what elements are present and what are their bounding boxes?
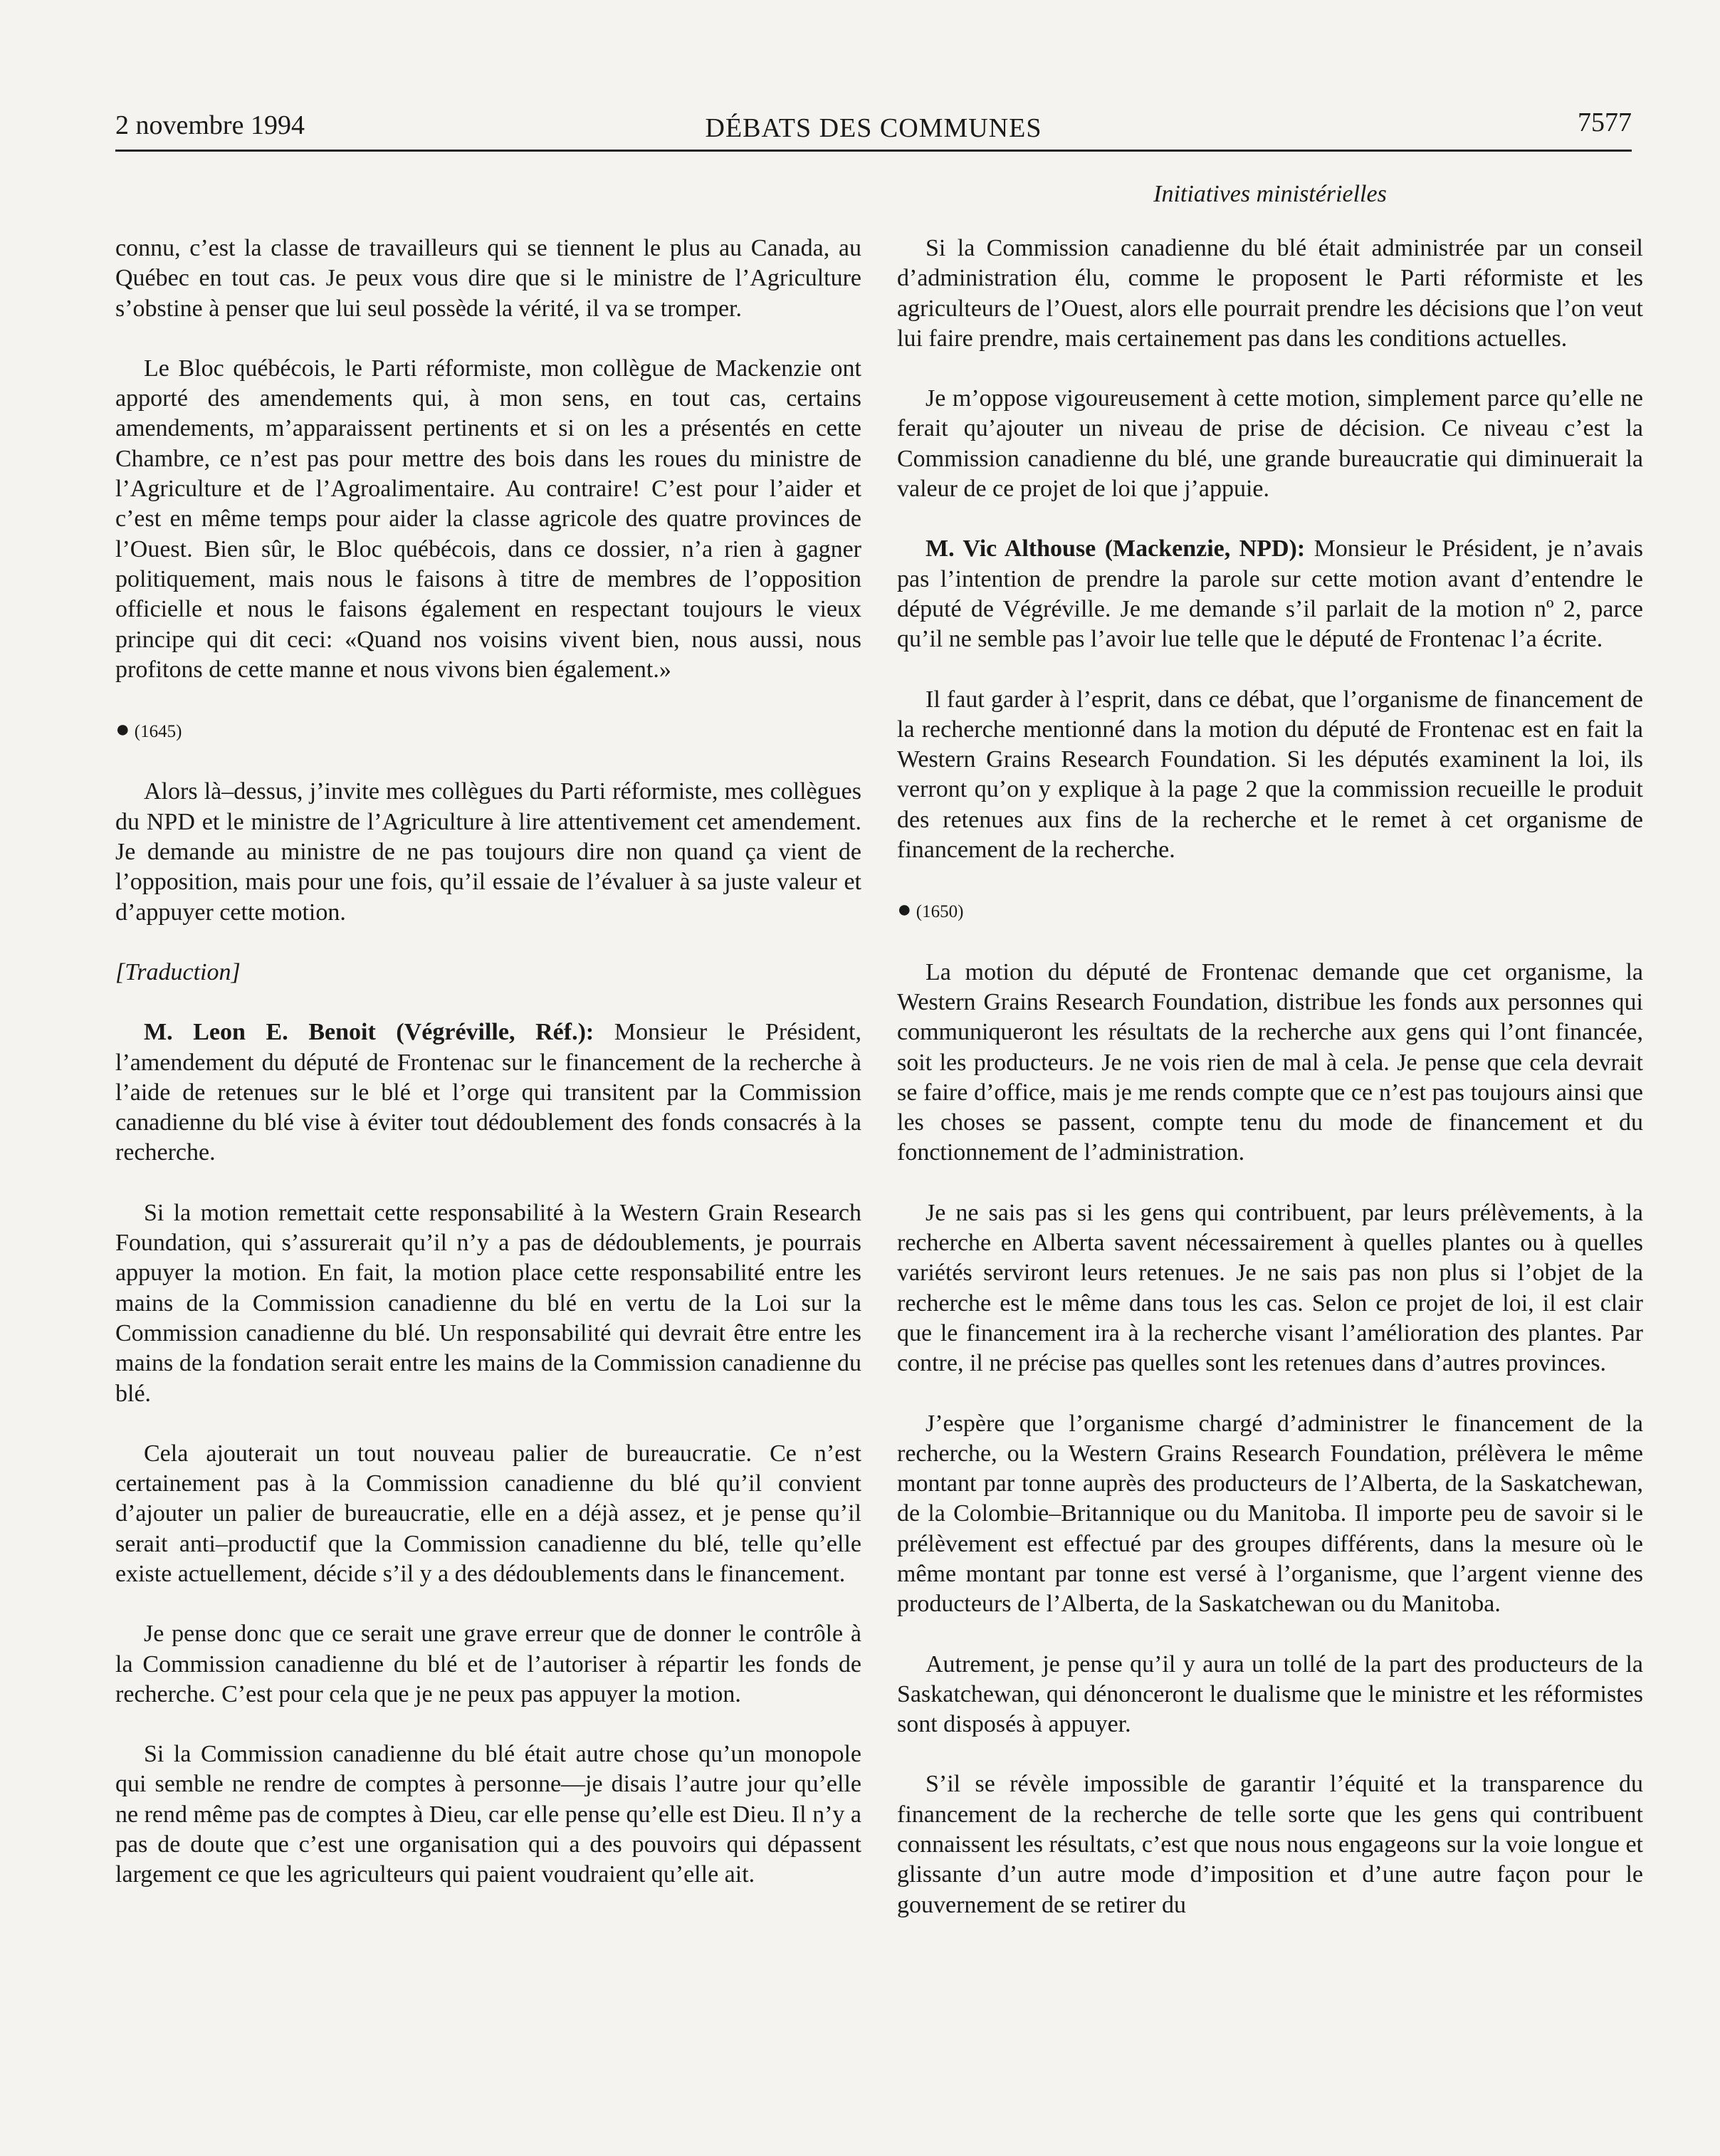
page-header [115,107,1632,152]
right-column [897,234,1643,1950]
paragraph: Le Bloc québécois, le Parti réformiste, mon collègue de Mackenzie ont apporté des amendements qui, à mon sens, en tout cas, certains amendements, m’apparaissent pertinents et si on les a présentés en cette Chambre, ce n’est pas pour mettre des bois dans les roues du ministre de l’Agriculture et de l’Agroalimentaire. Au contraire! C’est pour l’aider et c’est en même temps pour aider la classe agricole des quatre provinces de l’Ouest. Bien sûr, le Bloc québécois, dans ce dossier, n’a rien à gagner politiquement, mais nous le faisons à titre de membres de l’opposition officielle et nous le faisons également en respectant toujours le vieux principe qui dit ceci: «Quand nos voisins vivent bien, nous aussi, nous profitons de cette manne et nous vivons bien également.» [115,355,861,683]
paragraph: connu, c’est la classe de travailleurs qui se tiennent le plus au Canada, au Québec en tout cas. Je peux vous dire que si le ministre de l’Agriculture s’obstine à penser que lui seul possède la vérité, il va se tromper. [115,235,861,322]
translation-tag-label: [Traduction] [115,958,241,985]
speech-text: Monsieur le Président, l’amendement du député de Frontenac sur le financement de la recherche à l’aide de retenues sur le blé et l’orge qui transitent par la Commission canadienne du blé vise à éviter tout dédoublement des fonds consacrés à la recherche. [115,1019,861,1166]
paragraph: Je ne sais pas si les gens qui contribuent, par leurs prélèvements, à la recherche en Alberta savent nécessairement à quelles plantes ou à quelles variétés serviront leurs retenues. Je ne sais pas non plus si l’objet de la recherche est le même dans tous les cas. Selon ce projet de loi, il est clair que le financement ira à la recherche visant l’amélioration des plantes. Par contre, il ne précise pas quelles sont les retenues dans d’autres provinces. [897,1199,1643,1377]
paragraph: Je m’oppose vigoureusement à cette motion, simplement parce qu’elle ne ferait qu’ajouter un niveau de prise de décision. Ce niveau c’est la Commission canadienne du blé, une grande bureaucratie qui diminuerait la valeur de ce projet de loi que j’appuie. [897,385,1643,503]
page-number: 7577 [1578,108,1632,137]
time-marker-label: (1650) [916,902,964,922]
time-marker-label: (1645) [134,722,182,742]
header-title: DÉBATS DES COMMUNES [705,113,1042,143]
translation-tag [115,958,861,988]
speaker-name: M. Vic Althouse (Mackenzie, NPD): [925,535,1306,562]
paragraph: S’il se révèle impossible de garantir l’équité et la transparence du financement de la recherche de telle sorte que les gens qui contribuent connaissent les résultats, c’est que nous nous engageons sur la voie longue et glissante d’un autre mode d’imposition et d’une autre façon pour le gouvernement de se retirer du [897,1771,1643,1918]
paragraph: Autrement, je pense qu’il y aura un tollé de la part des producteurs de la Saskatchewan, qui dénonceront le dualisme que le ministre et les réformistes sont disposés à appuyer. [897,1650,1643,1738]
paragraph: Si la motion remettait cette responsabilité à la Western Grain Research Foundation, qui s’assurerait qu’il n’y a pas de dédoublements, je pourrais appuyer la motion. En fait, la motion place cette responsabilité entre les mains de la Commission canadienne du blé en vertu de la Loi sur la Commission canadienne du blé. Un responsabilité qui devrait être entre les mains de la fondation serait entre les mains de la Commission canadienne du blé. [115,1199,861,1407]
paragraph: Il faut garder à l’esprit, dans ce débat, que l’organisme de financement de la recherche mentionné dans la motion du député de Frontenac est en fait la Western Grains Research Foundation. Si les députés examinent la loi, ils verront qu’on y explique à la page 2 que la commission recueille le produit des retenues aux fins de la recherche et le remet à cet organisme de financement de la recherche. [897,686,1643,864]
left-column [115,234,861,1920]
speech-paragraph [897,534,1643,654]
paragraph: Si la Commission canadienne du blé était autre chose qu’un monopole qui semble ne rendre de comptes à personne—je disais l’autre jour qu’elle ne rend même pas de comptes à Dieu, car elle pense qu’elle est Dieu. Il n’y a pas de doute que c’est une organisation qui a des pouvoirs qui dépassent largement ce que les agriculteurs qui paient voudraient qu’elle ait. [115,1741,861,1888]
paragraph: Je pense donc que ce serait une grave erreur que de donner le contrôle à la Commission canadienne du blé et de l’autoriser à répartir les fonds de recherche. C’est pour cela que je ne peux pas appuyer la motion. [115,1621,861,1707]
header-date: 2 novembre 1994 [115,110,305,140]
paragraph: J’espère que l’organisme chargé d’administrer le financement de la recherche, ou la Western Grains Research Foundation, prélèvera le même montant par tonne auprès des producteurs de l’Alberta, de la Saskatchewan, de la Colombie–Britannique ou du Manitoba. Il importe peu de savoir si le prélèvement est effectué par des groupes différents, dans la mesure où le même montant par tonne est versé à l’organisme, que l’argent vienne des producteurs de l’Alberta, de la Saskatchewan ou du Manitoba. [897,1410,1643,1618]
paragraph: La motion du député de Frontenac demande que cet organisme, la Western Grains Research Foundation, distribue les fonds aux personnes qui communiqueront les résultats de la recherche aux gens qui l’ont financée, soit les producteurs. Je ne vois rien de mal à cela. Je pense que cela devrait se faire d’office, mais je me rends compte que ce n’est pas toujours ainsi que les choses se passent, compte tenu du mode de financement et du fonctionnement de l’administration. [897,958,1643,1166]
paragraph: Si la Commission canadienne du blé était administrée par un conseil d’administration élu, comme le proposent le Parti réformiste et les agriculteurs de l’Ouest, alors elle pourrait prendre les décisions que l’on veut lui faire prendre, mais certainement pas dans les conditions actuelles. [897,235,1643,352]
paragraph: Alors là–dessus, j’invite mes collègues du Parti réformiste, mes collègues du NPD et le ministre de l’Agriculture à lire attentivement cet amendement. Je demande au ministre de ne pas toujours dire non quand ça vient de l’opposition, mais pour une fois, qu’il essaie de l’évaluer à sa juste valeur et d’appuyer cette motion. [115,778,861,926]
bullet-icon: ● [115,716,130,743]
bullet-icon: ● [897,896,912,923]
paragraph: Cela ajouterait un tout nouveau palier de bureaucratie. Ce n’est certainement pas à la Commission canadienne du blé qu’il convient d’ajouter un palier de bureaucratie, elle en a déjà assez, et je pense qu’il serait anti–productif que la Commission canadienne du blé, telle qu’elle existe actuellement, décide s’il y a des dédoublements dans le financement. [115,1440,861,1587]
speech-paragraph [115,1017,861,1168]
section-title: Initiatives ministérielles [1153,181,1387,207]
time-marker [115,715,861,747]
speech-text: Monsieur le Président, je n’avais pas l’intention de prendre la parole sur cette motion avant d’entendre le député de Végréville. Je me demande s’il parlait de la motion nº 2, parce qu’il ne semble pas l’avoir lue telle que le député de Frontenac l’a écrite. [897,535,1643,653]
time-marker [897,895,1643,927]
speaker-name: M. Leon E. Benoit (Végréville, Réf.): [144,1019,594,1046]
